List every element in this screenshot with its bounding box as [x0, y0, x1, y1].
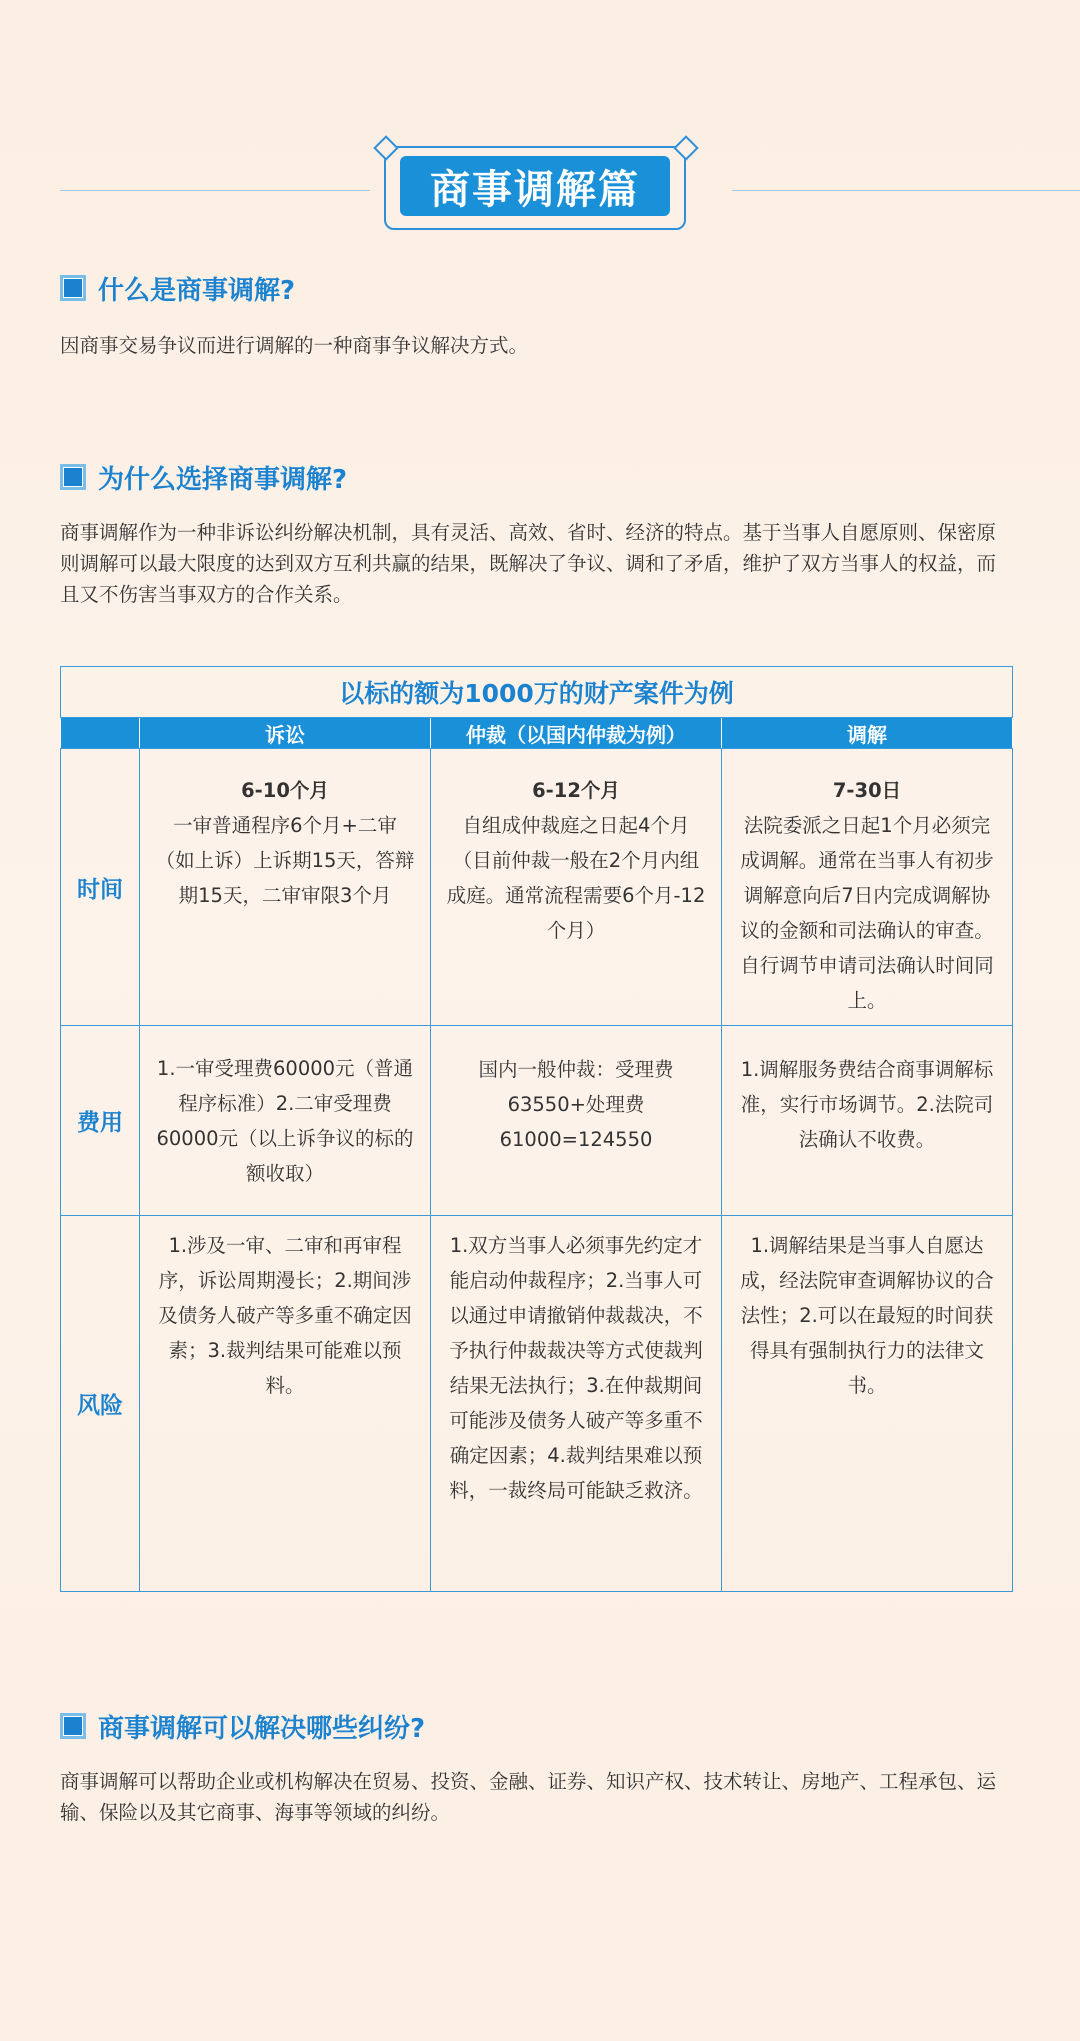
cell-text: 1.一审受理费60000元（普通程序标准）2.二审受理费60000元（以上诉争议的标的额收取） [156, 1056, 414, 1185]
table-cell [431, 1026, 722, 1216]
table-cell [431, 1216, 722, 1592]
section-title: 商事调解可以解决哪些纠纷? [98, 1713, 426, 1744]
square-bullet-icon [60, 1713, 86, 1739]
table-header-empty [61, 718, 140, 749]
table-caption: 以标的额为1000万的财产案件为例 [61, 667, 1013, 718]
cell-text: 法院委派之日起1个月必须完成调解。通常在当事人有初步调解意向后7日内完成调解协议的金额和司法确认的审查。自行调节申请司法确认时间同上。 [740, 814, 994, 1012]
section-heading-why [60, 459, 347, 495]
section-text: 商事调解可以帮助企业或机构解决在贸易、投资、金融、证券、知识产权、技术转让、房地产、工程承包、运输、保险以及其它商事、海事等领域的纠纷。 [60, 1770, 997, 1824]
table-cell [140, 749, 431, 1026]
table-row [61, 749, 1013, 1026]
page-title: 商事调解篇 [400, 156, 670, 216]
table-cell [140, 1026, 431, 1216]
banner-divider-right [732, 190, 1080, 191]
section-text: 因商事交易争议而进行调解的一种商事争议解决方式。 [60, 334, 529, 357]
column-header-litigation: 诉讼 [140, 718, 431, 749]
table-cell [722, 749, 1013, 1026]
cell-text: 1.调解结果是当事人自愿达成，经法院审查调解协议的合法性；2.可以在最短的时间获得具有强制执行力的法律文书。 [740, 1234, 994, 1397]
section-heading-scope [60, 1708, 425, 1744]
cell-text: 1.调解服务费结合商事调解标准，实行市场调节。2.法院司法确认不收费。 [740, 1058, 994, 1151]
banner-divider-left [60, 190, 370, 191]
section-heading-what [60, 270, 295, 306]
cell-text: 1.涉及一审、二审和再审程序，诉讼周期漫长；2.期间涉及债务人破产等多重不确定因素；3.裁判结果可能难以预料。 [158, 1234, 412, 1397]
row-label-time: 时间 [61, 749, 140, 1026]
cell-text: 1.双方当事人必须事先约定才能启动仲裁程序；2.当事人可以通过申请撤销仲裁裁决，不予执行仲裁裁决等方式使裁判结果无法执行；3.在仲裁期间可能涉及债务人破产等多重不确定因素；4.裁判结果难以预料，一裁终局可能缺乏救济。 [449, 1234, 703, 1502]
section-title: 什么是商事调解? [98, 275, 296, 306]
table-cell [140, 1216, 431, 1592]
cell-highlight: 6-12个月 [532, 779, 620, 802]
cell-text: 国内一般仲裁：受理费63550+处理费61000=124550 [478, 1058, 674, 1151]
cell-text: 自组成仲裁庭之日起4个月（目前仲裁一般在2个月内组成庭。通常流程需要6个月-12个月） [446, 814, 706, 942]
row-label-risk: 风险 [61, 1216, 140, 1592]
column-header-mediation: 调解 [722, 718, 1013, 749]
cell-text: 一审普通程序6个月+二审（如上诉）上诉期15天，答辩期15天，二审审限3个月 [155, 814, 415, 907]
table-cell [722, 1216, 1013, 1592]
table-cell [431, 749, 722, 1026]
row-label-cost: 费用 [61, 1026, 140, 1216]
table-row [61, 1026, 1013, 1216]
cell-highlight: 6-10个月 [241, 779, 329, 802]
square-bullet-icon [60, 275, 86, 301]
table-cell [722, 1026, 1013, 1216]
comparison-table [60, 666, 1013, 1592]
cell-highlight: 7-30日 [832, 779, 902, 802]
table-row [61, 1216, 1013, 1592]
section-text: 商事调解作为一种非诉讼纠纷解决机制，具有灵活、高效、省时、经济的特点。基于当事人自愿原则、保密原则调解可以最大限度的达到双方互利共赢的结果，既解决了争议、调和了矛盾，维护了双方当事人的权益，而且又不伤害当事双方的合作关系。 [60, 521, 997, 606]
column-header-arbitration: 仲裁（以国内仲裁为例） [431, 718, 722, 749]
section-title: 为什么选择商事调解? [98, 464, 348, 495]
square-bullet-icon [60, 464, 86, 490]
